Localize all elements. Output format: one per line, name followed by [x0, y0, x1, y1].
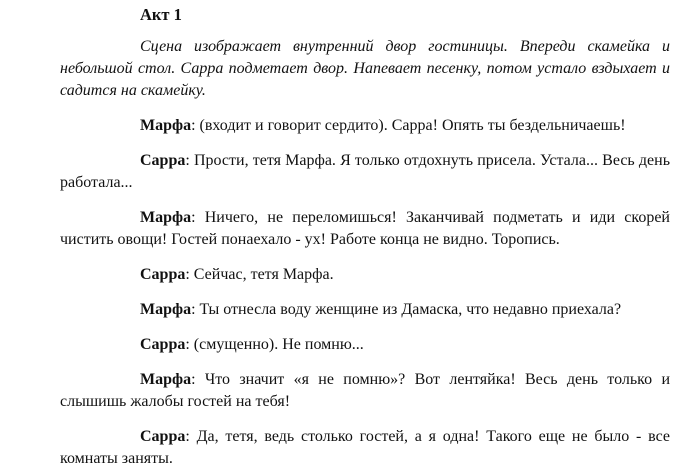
speaker-name: Сарра [140, 266, 186, 283]
dialogue-text: : Сейчас, тетя Марфа. [185, 266, 334, 283]
dialogue-text: : Прости, тетя Марфа. Я только отдохнуть присела. Устала... Весь день работала... [60, 152, 670, 191]
dialogue-text: : Ты отнесла воду женщине из Дамаска, что недавно приехала? [191, 301, 622, 318]
dialogue-text: : Ничего, не переломишься! Заканчивай подметать и иди скорей чистить овощи! Гостей понаехало - ух! Работе конца не видно. Торопись. [60, 209, 670, 248]
act-title: Акт 1 [140, 5, 182, 24]
speaker-name: Сарра [140, 336, 186, 353]
speaker-name: Марфа [140, 371, 192, 388]
dialogue-text: : Да, тетя, ведь столько гостей, а я одна! Такого еще не было - все комнаты заняты. [60, 428, 670, 467]
speaker-name: Сарра [140, 152, 186, 169]
speaker-name: Марфа [140, 209, 192, 226]
dialogue-line [60, 334, 670, 356]
dialogue-line [60, 369, 670, 413]
dialogue-text: : (входит и говорит сердито). Сарра! Опять ты бездельничаешь! [191, 117, 626, 134]
speaker-name: Марфа [140, 301, 192, 318]
dialogue-text: : (смущенно). Не помню... [185, 336, 364, 353]
dialogue-line [60, 150, 670, 194]
dialogue-line [60, 115, 670, 137]
dialogue-text: : Что значит «я не помню»? Вот лентяйка! Весь день только и слышишь жалобы гостей на тебя! [60, 371, 670, 410]
dialogue-line [60, 299, 670, 321]
stage-direction: Сцена изображает внутренний двор гостиницы. Впереди скамейка и небольшой стол. Сарра подметает двор. Напевает песенку, потом устало вздыхает и садится на скамейку. [60, 38, 670, 99]
dialogue-line [60, 264, 670, 286]
dialogue-line [60, 207, 670, 251]
speaker-name: Марфа [140, 117, 192, 134]
speaker-name: Сарра [140, 428, 186, 445]
dialogue-line [60, 426, 670, 470]
